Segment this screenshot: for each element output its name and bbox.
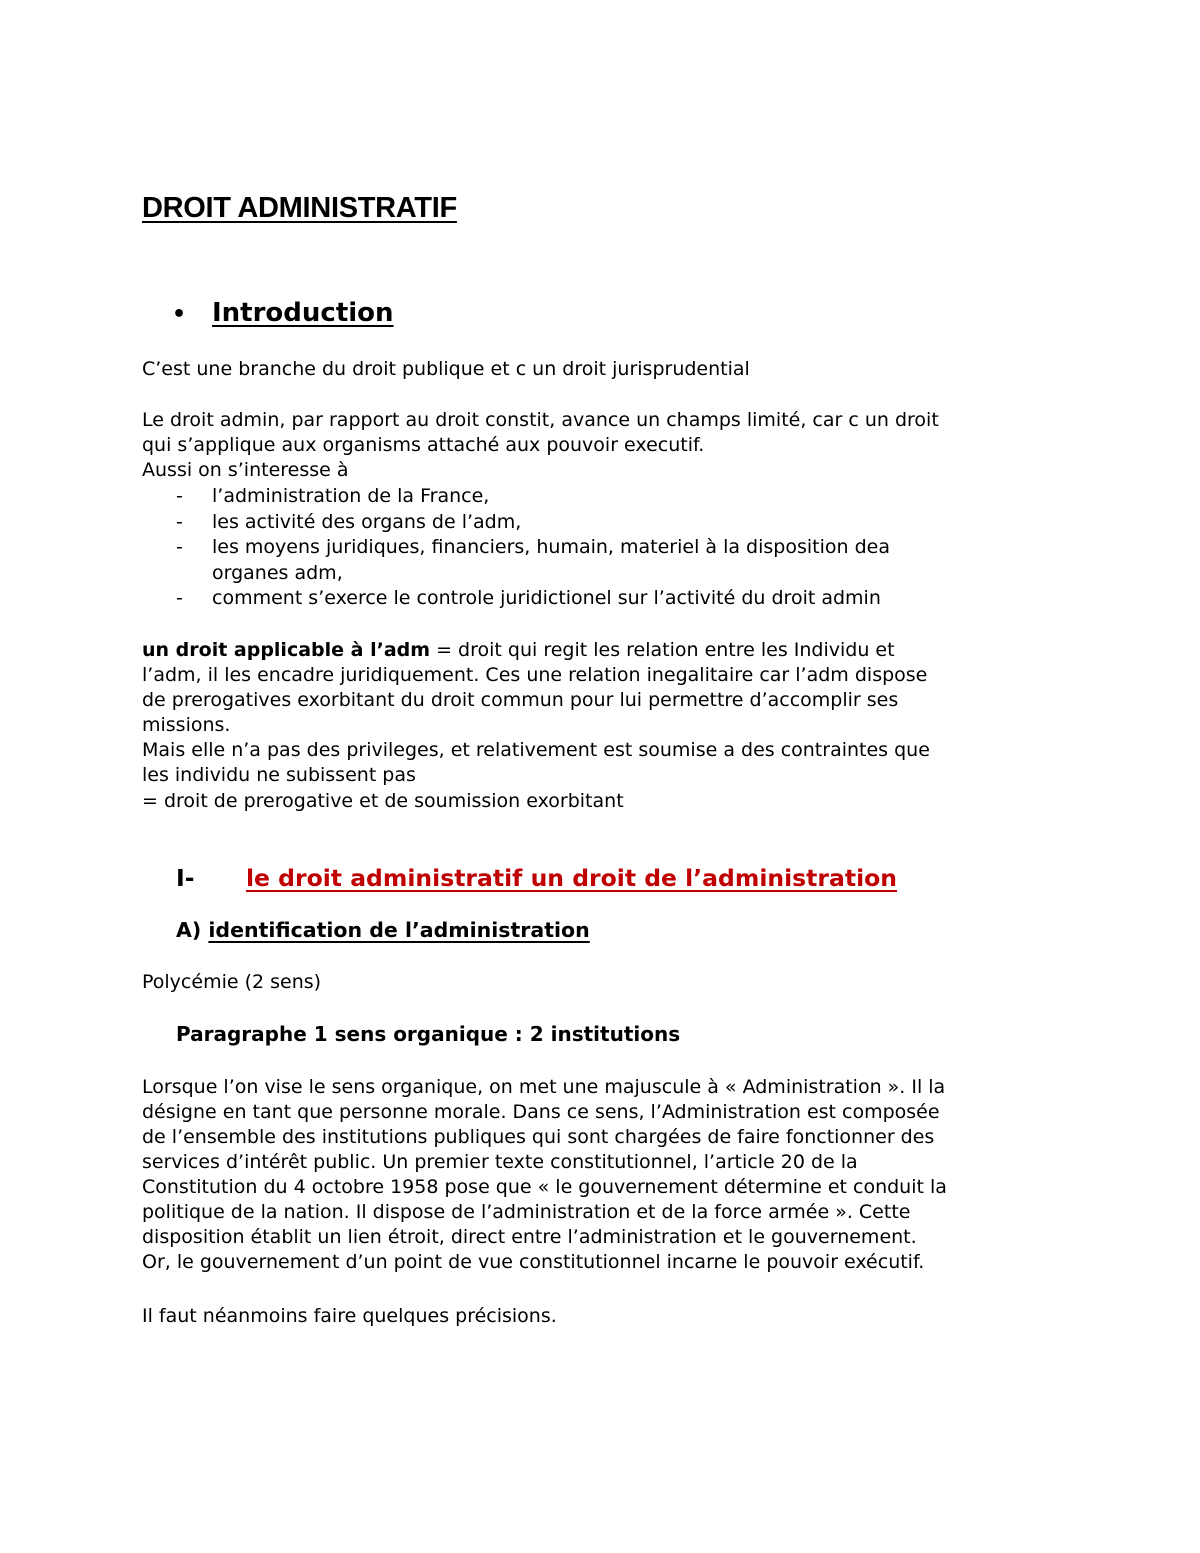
interest-list [142, 484, 1072, 612]
intro-paragraph-line: Le droit admin, par rapport au droit constit, avance un champs limité, car c un droit [142, 409, 939, 431]
introduction-label: Introduction [212, 298, 394, 328]
intro-paragraph-line: qui s’applique aux organisms attaché aux pouvoir executif. [142, 434, 705, 456]
list-item [142, 484, 1072, 510]
list-item-text: les activité des organs de l’adm, [212, 510, 522, 533]
definition-line: de prerogatives exorbitant du droit commun pour lui permettre d’accomplir ses [142, 689, 899, 711]
list-item-text: organes adm, [212, 561, 343, 584]
paragraph-line: disposition établit un lien étroit, direct entre l’administration et le gouvernement. [142, 1226, 917, 1248]
polysemy-line: Polycémie (2 sens) [142, 971, 322, 993]
dash-bullet: - [176, 510, 183, 533]
closing-line: Il faut néanmoins faire quelques précisions. [142, 1305, 557, 1327]
definition-rest: = droit qui regit les relation entre les Individu et [430, 639, 895, 661]
list-item [142, 510, 1072, 536]
dash-bullet: - [176, 536, 183, 559]
definition-line: l’adm, il les encadre juridiquement. Ces une relation inegalitaire car l’adm dispose [142, 664, 928, 686]
paragraph-line: Lorsque l’on vise le sens organique, on met une majuscule à « Administration ». Il la [142, 1076, 946, 1098]
section-heading [176, 864, 897, 892]
intro-paragraph-line: Aussi on s’interesse à [142, 459, 349, 481]
paragraph-line: services d’intérêt public. Un premier texte constitutionnel, l’article 20 de la [142, 1151, 858, 1173]
intro-sentence: C’est une branche du droit publique et c un droit jurisprudential [142, 358, 750, 380]
dash-bullet: - [176, 485, 183, 507]
list-item [142, 586, 1072, 612]
definition-line: = droit de prerogative et de soumission exorbitant [142, 790, 624, 812]
paragraph-line: politique de la nation. Il dispose de l’administration et de la force armée ». Cette [142, 1201, 911, 1223]
list-item-text: comment s’exerce le controle juridictionel sur l’activité du droit admin [212, 587, 881, 610]
paragraph-line: désigne en tant que personne morale. Dans ce sens, l’Administration est composée [142, 1101, 940, 1123]
definition-line: missions. [142, 714, 231, 736]
subsection-letter: A) [176, 918, 202, 942]
bullet-icon: • [172, 302, 187, 327]
introduction-heading [172, 298, 394, 328]
paragraph-line: Or, le gouvernement d’un point de vue constitutionnel incarne le pouvoir exécutif. [142, 1251, 925, 1273]
list-item-text: l’administration de la France, [212, 485, 490, 507]
list-item [142, 535, 1072, 561]
section-number: I- [176, 864, 195, 892]
paragraph-heading: Paragraphe 1 sens organique : 2 institutions [176, 1022, 681, 1046]
definition-first-line [142, 638, 1072, 663]
dash-bullet: - [176, 587, 183, 610]
subsection-heading [176, 918, 590, 942]
document-title: DROIT ADMINISTRATIF [142, 192, 457, 224]
list-item-continuation [142, 561, 1072, 587]
subsection-title: identification de l’administration [208, 918, 590, 942]
list-item-text: les moyens juridiques, financiers, humain, materiel à la disposition dea [212, 536, 890, 559]
definition-line: Mais elle n’a pas des privileges, et relativement est soumise a des contraintes que [142, 739, 930, 761]
definition-line: les individu ne subissent pas [142, 764, 416, 786]
section-title: le droit administratif un droit de l’administration [246, 864, 898, 892]
paragraph-line: de l’ensemble des institutions publiques qui sont chargées de faire fonctionner des [142, 1126, 935, 1148]
definition-term: un droit applicable à l’adm [142, 639, 431, 661]
paragraph-line: Constitution du 4 octobre 1958 pose que « le gouvernement détermine et conduit la [142, 1176, 947, 1198]
